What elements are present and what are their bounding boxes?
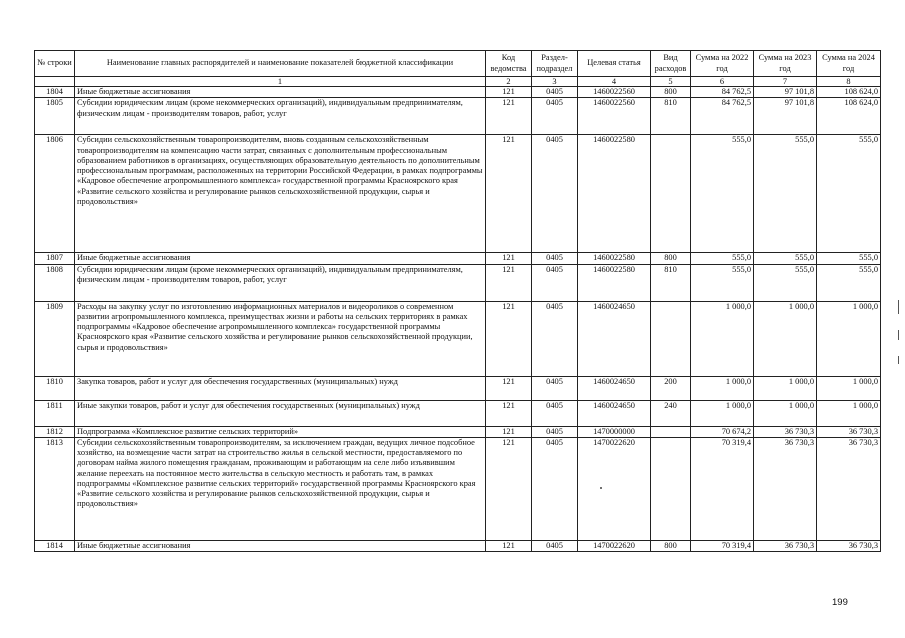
sum-2022: 555,0 xyxy=(691,253,754,264)
table-row xyxy=(35,264,881,301)
row-number: 1807 xyxy=(35,253,75,264)
section-code: 0405 xyxy=(532,253,578,264)
sum-2024: 108 624,0 xyxy=(817,87,881,98)
section-code: 0405 xyxy=(532,98,578,135)
sum-2024: 555,0 xyxy=(817,264,881,301)
expense-type xyxy=(651,301,691,376)
sum-2023: 36 730,3 xyxy=(754,437,817,540)
table-row xyxy=(35,400,881,426)
sum-2022: 84 762,5 xyxy=(691,98,754,135)
table-row xyxy=(35,253,881,264)
scan-edge-mark xyxy=(898,330,899,340)
sum-2024: 1 000,0 xyxy=(817,301,881,376)
sum-2024: 555,0 xyxy=(817,135,881,253)
column-index: 1 xyxy=(75,77,486,87)
section-code: 0405 xyxy=(532,301,578,376)
target-article: 1460022580 xyxy=(578,253,651,264)
target-article: 1470022620 xyxy=(578,437,651,540)
row-name: Субсидии сельскохозяйственным товаропроизводителям, за исключением граждан, ведущих личное подсобное хозяйство, на возмещение части затрат на строительство жилья в сельской местности, предоставляемого по договорам найма жилого помещения гражданам, проживающим и работающим на селе либо изъявившим желание переехать на постоянное место жительства в сельскую местность и работать там, в рамках подпрограммы «Комплексное развитие сельских территорий» государственной программы Красноярского края «Развитие сельского хозяйства и регулирование рынков сельскохозяйственной продукции, сырья и продовольствия» xyxy=(75,437,486,540)
sum-2024: 36 730,3 xyxy=(817,540,881,551)
header-section: Раздел-подраздел xyxy=(532,51,578,77)
row-number: 1804 xyxy=(35,87,75,98)
sum-2022: 555,0 xyxy=(691,135,754,253)
expense-type: 800 xyxy=(651,87,691,98)
department-code: 121 xyxy=(486,437,532,540)
sum-2022: 70 674,2 xyxy=(691,426,754,437)
row-number: 1812 xyxy=(35,426,75,437)
row-name: Субсидии сельскохозяйственным товаропроизводителям, вновь созданным сельскохозяйственным товаропроизводителям на компенсацию части затрат, связанных с дополнительным профессиональным образованием работников в организациях, осуществляющих образовательную деятельность по дополнительным профессиональным программам, расположенных на территории Российской Федерации, в рамках подпрограммы «Кадровое обеспечение агропромышленного комплекса» государственной программы Красноярского края «Развитие сельского хозяйства и регулирование рынков сельскохозяйственной продукции, сырья и продовольствия» xyxy=(75,135,486,253)
row-name: Субсидии юридическим лицам (кроме некоммерческих организаций), индивидуальным предпринимателям, физическим лицам - производителям товаров, работ, услуг xyxy=(75,264,486,301)
row-number: 1805 xyxy=(35,98,75,135)
row-number: 1806 xyxy=(35,135,75,253)
sum-2022: 70 319,4 xyxy=(691,540,754,551)
sum-2023: 1 000,0 xyxy=(754,301,817,376)
table-row xyxy=(35,87,881,98)
header-row xyxy=(35,51,881,77)
row-number: 1814 xyxy=(35,540,75,551)
sum-2023: 36 730,3 xyxy=(754,426,817,437)
table-row xyxy=(35,376,881,400)
sum-2023: 1 000,0 xyxy=(754,400,817,426)
row-name: Субсидии юридическим лицам (кроме некоммерческих организаций), индивидуальным предпринимателям, физическим лицам - производителям товаров, работ, услуг xyxy=(75,98,486,135)
header-expense-type: Вид расходов xyxy=(651,51,691,77)
table-row xyxy=(35,98,881,135)
department-code: 121 xyxy=(486,400,532,426)
section-code: 0405 xyxy=(532,264,578,301)
expense-type xyxy=(651,426,691,437)
row-number: 1808 xyxy=(35,264,75,301)
section-code: 0405 xyxy=(532,437,578,540)
expense-type: 800 xyxy=(651,253,691,264)
target-article: 1470022620 xyxy=(578,540,651,551)
sum-2022: 84 762,5 xyxy=(691,87,754,98)
sum-2024: 108 624,0 xyxy=(817,98,881,135)
column-index: 8 xyxy=(817,77,881,87)
expense-type xyxy=(651,135,691,253)
header-target-article: Целевая статья xyxy=(578,51,651,77)
row-number: 1809 xyxy=(35,301,75,376)
sum-2022: 1 000,0 xyxy=(691,400,754,426)
sum-2022: 1 000,0 xyxy=(691,301,754,376)
department-code: 121 xyxy=(486,253,532,264)
sum-2023: 555,0 xyxy=(754,253,817,264)
department-code: 121 xyxy=(486,540,532,551)
row-name: Иные бюджетные ассигнования xyxy=(75,87,486,98)
department-code: 121 xyxy=(486,264,532,301)
sum-2022: 70 319,4 xyxy=(691,437,754,540)
section-code: 0405 xyxy=(532,426,578,437)
department-code: 121 xyxy=(486,135,532,253)
header-sum-2023: Сумма на 2023 год xyxy=(754,51,817,77)
sum-2024: 1 000,0 xyxy=(817,376,881,400)
section-code: 0405 xyxy=(532,87,578,98)
sum-2023: 555,0 xyxy=(754,135,817,253)
sum-2022: 555,0 xyxy=(691,264,754,301)
column-index: 5 xyxy=(651,77,691,87)
department-code: 121 xyxy=(486,87,532,98)
target-article: 1460022580 xyxy=(578,264,651,301)
header-name: Наименование главных распорядителей и наименование показателей бюджетной классификации xyxy=(75,51,486,77)
department-code: 121 xyxy=(486,376,532,400)
column-index: 7 xyxy=(754,77,817,87)
target-article: 1470000000 xyxy=(578,426,651,437)
sum-2024: 555,0 xyxy=(817,253,881,264)
target-article: 1460022580 xyxy=(578,135,651,253)
sum-2024: 1 000,0 xyxy=(817,400,881,426)
sum-2024: 36 730,3 xyxy=(817,426,881,437)
scan-edge-mark xyxy=(898,356,899,364)
target-article: 1460024650 xyxy=(578,376,651,400)
header-sum-2022: Сумма на 2022 год xyxy=(691,51,754,77)
target-article: 1460024650 xyxy=(578,400,651,426)
sum-2024: 36 730,3 xyxy=(817,437,881,540)
expense-type: 810 xyxy=(651,264,691,301)
row-name: Подпрограмма «Комплексное развитие сельских территорий» xyxy=(75,426,486,437)
section-code: 0405 xyxy=(532,135,578,253)
target-article: 1460022560 xyxy=(578,98,651,135)
column-index-row xyxy=(35,77,881,87)
table-row xyxy=(35,426,881,437)
expense-type: 810 xyxy=(651,98,691,135)
scan-edge-mark xyxy=(898,300,899,314)
target-article: 1460022560 xyxy=(578,87,651,98)
row-name: Закупка товаров, работ и услуг для обеспечения государственных (муниципальных) нужд xyxy=(75,376,486,400)
sum-2023: 97 101,8 xyxy=(754,87,817,98)
table-row xyxy=(35,135,881,253)
expense-type: 240 xyxy=(651,400,691,426)
table-row xyxy=(35,437,881,540)
expense-type: 200 xyxy=(651,376,691,400)
row-number: 1813 xyxy=(35,437,75,540)
department-code: 121 xyxy=(486,426,532,437)
table-row xyxy=(35,301,881,376)
target-article: 1460024650 xyxy=(578,301,651,376)
column-index: 3 xyxy=(532,77,578,87)
sum-2023: 97 101,8 xyxy=(754,98,817,135)
row-name: Иные закупки товаров, работ и услуг для обеспечения государственных (муниципальных) нужд xyxy=(75,400,486,426)
header-sum-2024: Сумма на 2024 год xyxy=(817,51,881,77)
header-row-number: № строки xyxy=(35,51,75,77)
column-index: 4 xyxy=(578,77,651,87)
expense-type xyxy=(651,437,691,540)
row-number: 1811 xyxy=(35,400,75,426)
sum-2022: 1 000,0 xyxy=(691,376,754,400)
row-name: Расходы на закупку услуг по изготовлению информационных материалов и видеороликов о современном развитии агропромышленного комплекса, преимуществах жизни и работы на сельских территориях в рамках подпрограммы «Кадровое обеспечение агропромышленного комплекса» государственной программы Красноярского края «Развитие сельского хозяйства и регулирование рынков сельскохозяйственной продукции, сырья и продовольствия» xyxy=(75,301,486,376)
sum-2023: 555,0 xyxy=(754,264,817,301)
page-number: 199 xyxy=(832,597,848,608)
section-code: 0405 xyxy=(532,400,578,426)
section-code: 0405 xyxy=(532,540,578,551)
column-index: 2 xyxy=(486,77,532,87)
budget-table xyxy=(34,50,881,552)
row-name: Иные бюджетные ассигнования xyxy=(75,253,486,264)
department-code: 121 xyxy=(486,301,532,376)
scan-speck xyxy=(600,487,602,489)
column-index xyxy=(35,77,75,87)
row-number: 1810 xyxy=(35,376,75,400)
section-code: 0405 xyxy=(532,376,578,400)
sum-2023: 36 730,3 xyxy=(754,540,817,551)
table-row xyxy=(35,540,881,551)
header-department-code: Код ведомства xyxy=(486,51,532,77)
sum-2023: 1 000,0 xyxy=(754,376,817,400)
department-code: 121 xyxy=(486,98,532,135)
row-name: Иные бюджетные ассигнования xyxy=(75,540,486,551)
expense-type: 800 xyxy=(651,540,691,551)
column-index: 6 xyxy=(691,77,754,87)
